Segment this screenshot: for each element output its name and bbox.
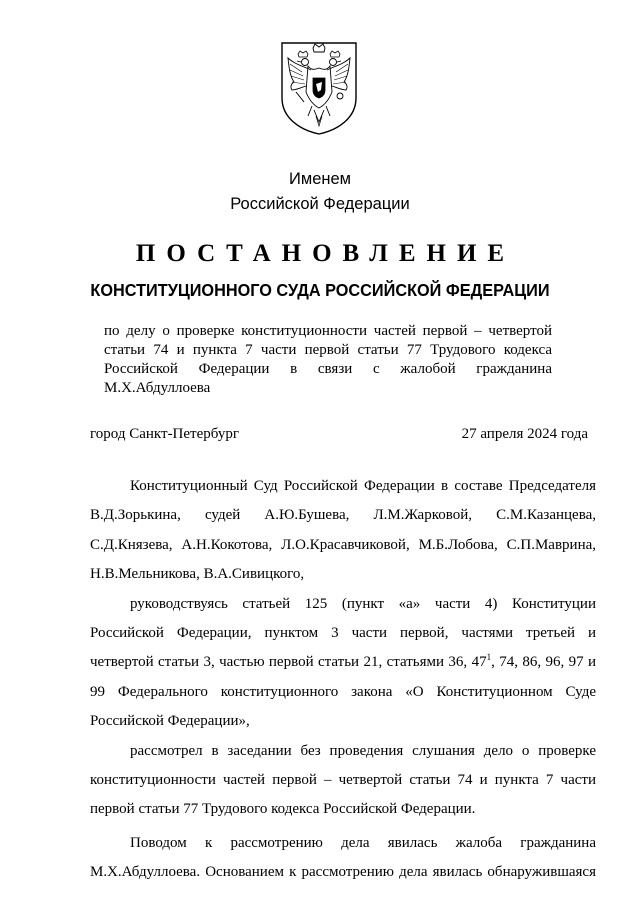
- body-line: Поводом к рассмотрению дела явилась жалоба гражданина: [130, 834, 596, 851]
- document-title: ПОСТАНОВЛЕНИЕ: [135, 240, 516, 267]
- header-line-2: Российской Федерации: [230, 195, 410, 213]
- body-line: рассмотрел в заседании без проведения слушания дело о проверке: [130, 742, 596, 759]
- header-line-1: Именем: [288, 170, 351, 188]
- body-line: М.Х.Абдуллоева. Основанием к рассмотрению дела явилась обнаружившаяся: [90, 864, 596, 881]
- place-and-date: [90, 426, 588, 443]
- document-body: [90, 472, 596, 887]
- case-line: Российской Федерации в связи с жалобой гражданина: [104, 361, 552, 377]
- city: город Санкт-Петербург: [90, 426, 239, 442]
- document-subtitle: КОНСТИТУЦИОННОГО СУДА РОССИЙСКОЙ ФЕДЕРАЦИИ: [90, 280, 550, 300]
- case-line: статьи 74 и пункта 7 части первой статьи 77 Трудового кодекса: [104, 342, 552, 358]
- body-line: первой статьи 77 Трудового кодекса Российской Федерации.: [90, 801, 476, 818]
- body-line-text: , 74, 86, 96, 97 и: [491, 654, 596, 671]
- body-line: 99 Федерального конституционного закона «О Конституционном Суде: [90, 683, 596, 700]
- body-line-text: четвертой статьи 3, частью первой статьи 21, статьями 36, 47: [90, 654, 487, 671]
- case-line: М.Х.Абдуллоева: [104, 380, 211, 396]
- body-line: Российской Федерации, пунктом 3 части первой, частями третьей и: [90, 624, 596, 641]
- body-line: руководствуясь статьей 125 (пункт «а» части 4) Конституции: [130, 595, 596, 612]
- body-line: Конституционный Суд Российской Федерации в составе Председателя: [130, 478, 596, 494]
- body-line: конституционности частей первой – четвертой статьи 74 и пункта 7 части: [90, 771, 596, 788]
- body-line: В.Д.Зорькина, судей А.Ю.Бушева, Л.М.Жарковой, С.М.Казанцева,: [90, 507, 596, 524]
- case-line: по делу о проверке конституционности частей первой – четвертой: [104, 323, 552, 339]
- body-line: Российской Федерации»,: [90, 713, 250, 730]
- date: 27 апреля 2024 года: [461, 426, 588, 442]
- body-line: [90, 648, 596, 677]
- body-line: Н.В.Мельникова, В.А.Сивицкого,: [90, 566, 305, 583]
- body-line: С.Д.Князева, А.Н.Кокотова, Л.О.Красавчиковой, М.Б.Лобова, С.П.Маврина,: [90, 536, 596, 553]
- case-description: [104, 322, 552, 398]
- coat-of-arms-emblem: [278, 40, 360, 136]
- superscript: 1: [486, 652, 492, 663]
